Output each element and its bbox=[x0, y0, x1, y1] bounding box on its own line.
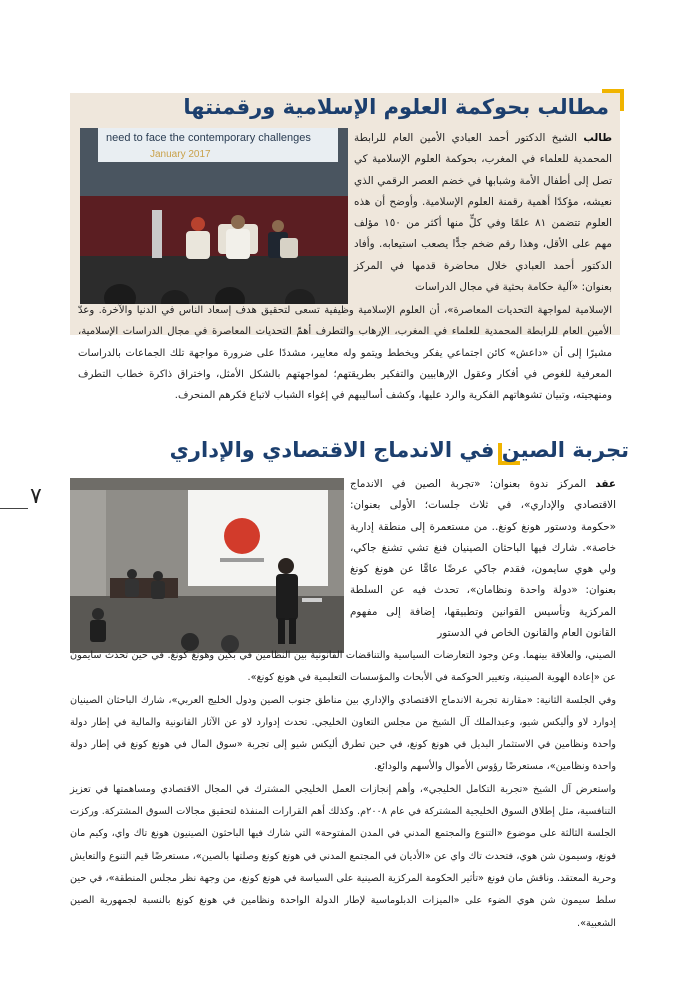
article2-lead: عقد bbox=[595, 478, 616, 490]
banner-date: January 2017 bbox=[150, 149, 211, 160]
conference-stage-illustration bbox=[80, 128, 348, 304]
banner-text: need to face the contemporary challenges bbox=[106, 132, 311, 144]
article1-paragraph-full: الإسلامية لمواجهة التحديات المعاصرة»، أن العلوم الإسلامية وظيفية تسعى لتحقيق هدف إسعاد الناس في الدنيا والآخرة. وعدّ الأمين العام للرابطة المحمدية للعلماء في المغرب، الإرهاب والتطرف أهمّ التحديات المعاصرة في مجال الدراسات الإسلامية، مشيرًا إلى أن «داعش» كائن اجتماعي يفكر ويخطط ويتمو وله معايير، مشددًا على ضرورة مواجهة تلك الجماعات بالدراسات المعرفية للغوص في أفكار وعقول الإرهابيين والتفكير بطريقتهم؛ لمواجهتهم بالشكل الأمثل، واختراق ذاكرة خطاب التطرف ومنهجيته، وتبيان تشوهاتهم الفكرية والرد عليها، وكشف أساليبهم في إغواء الشباب لاتباع فكرهم المنحرف. bbox=[78, 305, 612, 402]
article1-photo bbox=[80, 128, 348, 304]
seminar-room-illustration bbox=[70, 478, 344, 653]
article2-paragraph-1: الصيني، والعلاقة بينهما. وعن وجود التعارضات السياسية والتناقضات القانونية بين النظامين في بكين وهونغ كونغ. في حين تحدث سايمون عن «إعادة الهوية الصينية، وتغيير الحوكمة في الأبحاث والمؤسسات التعليمية في هونغ كونغ». bbox=[70, 650, 616, 684]
article1-title: مطالب بحوكمة العلوم الإسلامية ورقمنتها bbox=[183, 95, 609, 119]
article2-paragraph-3: واستعرض آل الشيخ «تجربة التكامل الخليجي»، وأهم إنجازات العمل الخليجي المشترك في المجال الاقتصادي ومساهمتها في تعزيز التنافسية، مثل إطلاق السوق الخليجية المشتركة في عام ٢٠٠٨م. وكذلك أهم القرارات المنفذة لتحقيق مجالات السوق المشتركة. وركزت الجلسة الثالثة على موضوع «التنوع والمجتمع المدني في المدن المفتوحة» التي شارك فيها الباحثون الصينيون هونغ تاك واي، وكيم مان فونغ، وسيمون شن هوي، فتحدث تاك واي عن «الأديان في المجتمع المدني في هونغ كونغ وصلتها بالصين»، مستعرضًا قيم التنوع والتعايش وحرية المعتقد. وناقش مان فونغ «تأثير الحكومة المركزية الصينية على السياسة في هونغ كونغ، من وجهة نظر مجلس المنطقة»، في حين سلط سيمون شن هوي الضوء على «الميزات الدبلوماسية لإطار الدولة الواحدة ونظامين في هونغ كونغ بالنسبة لجمهورية الصين الشعبية». bbox=[70, 783, 616, 929]
article2-paragraph-right bbox=[350, 474, 616, 646]
side-rule bbox=[0, 508, 28, 509]
article2-photo bbox=[70, 478, 344, 653]
article1-paragraph-right bbox=[354, 128, 612, 300]
article1-text-right: الشيخ الدكتور أحمد العبادي الأمين العام للرابطة المحمدية للعلماء في المغرب، بحوكمة العلوم الإسلامية كي تصل إلى أطفال الأمة وشبابها في خضم العصر الرقمي الذي نعيشه، مؤكدًا أهمية رقمنة العلوم الإسلامية. وأوضح أن هذه العلوم تتضمن ٨١ علمًا وفي كلٍّ منها أكثر من ١٥٠ مؤلف مهم على الأقل، وهذا رقم ضخم جدًّا يصعب استيعابه. وأفاد الدكتور أحمد العبادي خلال محاضرة قدمها في المركز بعنوان: «آلية حكامة بحثية في مجال الدراسات bbox=[354, 132, 612, 294]
article2-title: تجربة الصين في الاندماج الاقتصادي والإداري bbox=[169, 438, 629, 462]
article2-text-right: المركز ندوة بعنوان: «تجربة الصين في الاندماج الاقتصادي والإداري»، في ثلاث جلسات؛ الأولى بعنوان: «حكومة ودستور هونغ كونغ.. من مستعمرة إلى منطقة إدارية خاصة». شارك فيها الباحثان الصينيان فنغ تشي تشنغ جاكي، ولي هوي سايمون، فقدم جاكي عرضًا عامًّا عن هونغ كونغ بعنوان: «دولة واحدة ونظامان»، تحدث فيه عن السلطة المركزية وتأسيس القوانين وتطبيقها، إضافة إلى مفهوم القانون العام والقانون الخاص في الدستور bbox=[350, 478, 616, 640]
article2-paragraphs bbox=[70, 645, 616, 945]
page-number: ٧ bbox=[30, 484, 42, 509]
article2-paragraph-2: وفي الجلسة الثانية: «مقارنة تجربة الاندماج الاقتصادي والإداري بين مناطق جنوب الصين ودول الخليج العربي»، شارك الباحثان الصينيان إدوارد لاو وأليكس شيو، وعبدالملك آل الشيخ من مجلس التعاون الخليجي. تحدث إدوارد لاو عن الآثار القانونية والمالية في إطار دولة واحدة ونظامين في الاستثمار البديل في هونغ كونغ، في حين تطرق أليكس شيو إلى تجربة «سوق المال في هونغ كونغ في إطار دولة واحدة ونظامين»، مستعرضًا رؤوس الأموال والأسهم والودائع. bbox=[70, 694, 616, 773]
article1-lead: طالب bbox=[583, 132, 612, 144]
